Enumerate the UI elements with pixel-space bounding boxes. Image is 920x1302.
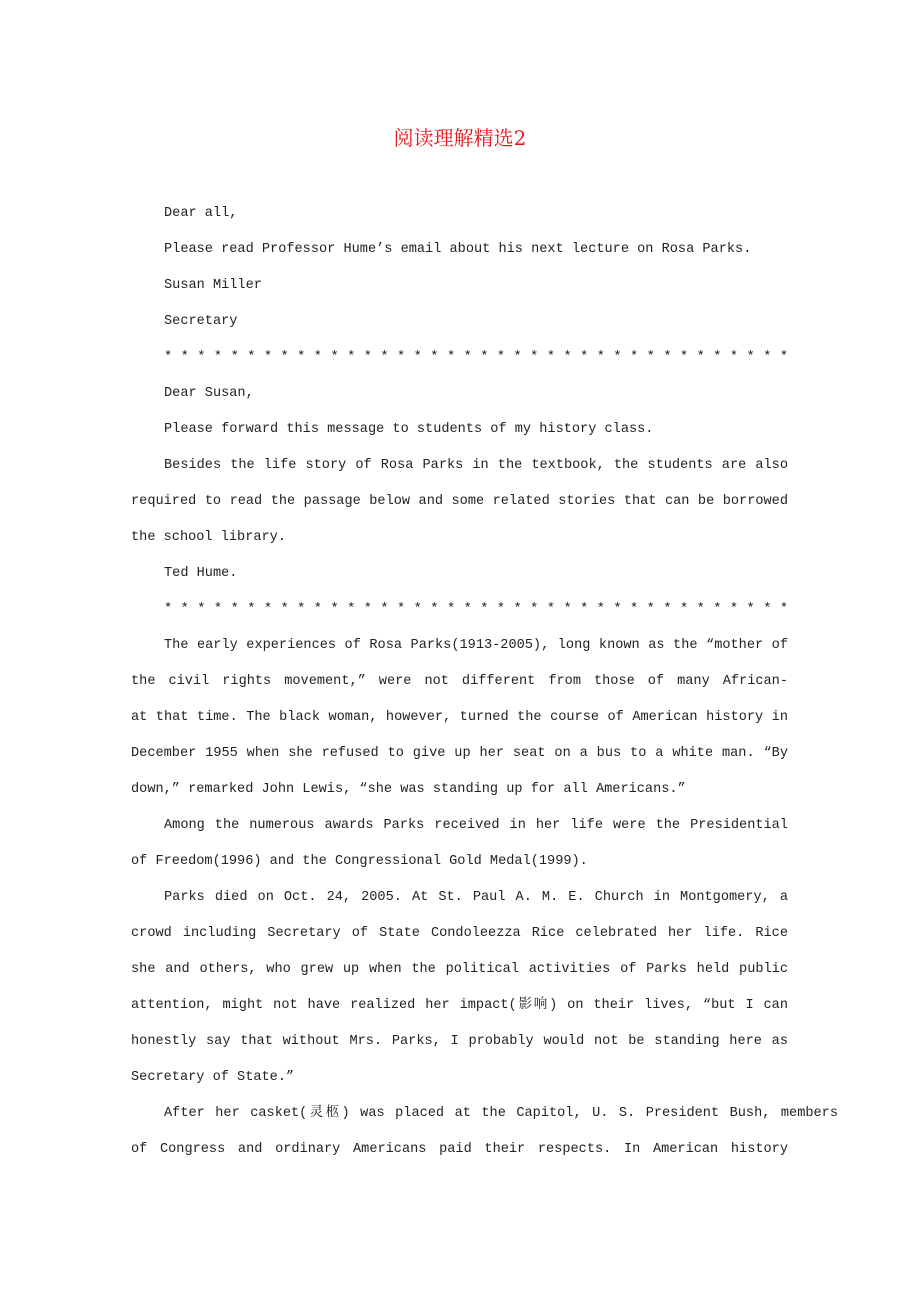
paragraph-line: Secretary of State.” xyxy=(131,1070,295,1085)
paragraph-line: she and others, who grew up when the political activities of Parks held public xyxy=(131,962,788,977)
paragraph-line: down,” remarked John Lewis, “she was standing up for all Americans.” xyxy=(131,782,686,797)
star-divider: * * * * * * * * * * * * * * * * * * * * * * * * * * * * * * * * * * * * * * xyxy=(164,602,788,617)
signature-title: Secretary xyxy=(164,314,238,329)
paragraph-line: Please forward this message to students of my history class. xyxy=(164,422,654,437)
signature-name: Susan Miller xyxy=(164,278,262,293)
star-divider: * * * * * * * * * * * * * * * * * * * * * * * * * * * * * * * * * * * * * * xyxy=(164,350,788,365)
paragraph-line: required to read the passage below and some related stories that can be borrowed xyxy=(131,494,788,509)
paragraph-line: Besides the life story of Rosa Parks in the textbook, the students are also xyxy=(164,458,788,473)
paragraph-line: Among the numerous awards Parks received in her life were the Presidential xyxy=(164,818,788,833)
paragraph-line: Please read Professor Hume’s email about his next lecture on Rosa Parks. xyxy=(164,242,752,257)
paragraph-line: attention, might not have realized her impact(影响) on their lives, “but I can xyxy=(131,998,788,1013)
paragraph-line: Parks died on Oct. 24, 2005. At St. Paul A. M. E. Church in Montgomery, a xyxy=(164,890,788,905)
paragraph-line: the school library. xyxy=(131,530,286,545)
salutation: Dear Susan, xyxy=(164,386,254,401)
paragraph-line: honestly say that without Mrs. Parks, I probably would not be standing here as xyxy=(131,1034,788,1049)
paragraph-line: December 1955 when she refused to give up her seat on a bus to a white man. “By xyxy=(131,746,788,761)
paragraph-line: the civil rights movement,” were not different from those of many African- xyxy=(131,674,788,689)
paragraph-line: The early experiences of Rosa Parks(1913-2005), long known as the “mother of xyxy=(164,638,788,653)
paragraph-line: of Congress and ordinary Americans paid their respects. In American history xyxy=(131,1142,788,1157)
paragraph-line: of Freedom(1996) and the Congressional Gold Medal(1999). xyxy=(131,854,588,869)
paragraph-line: After her casket(灵柩) was placed at the Capitol, U. S. President Bush, members xyxy=(164,1106,838,1121)
salutation: Dear all, xyxy=(164,206,238,221)
paragraph-line: at that time. The black woman, however, turned the course of American history in xyxy=(131,710,788,725)
document-body xyxy=(131,196,838,1168)
signature-name: Ted Hume. xyxy=(164,566,238,581)
paragraph-line: crowd including Secretary of State Condoleezza Rice celebrated her life. Rice xyxy=(131,926,788,941)
document-title: 阅读理解精选2 xyxy=(393,126,527,150)
